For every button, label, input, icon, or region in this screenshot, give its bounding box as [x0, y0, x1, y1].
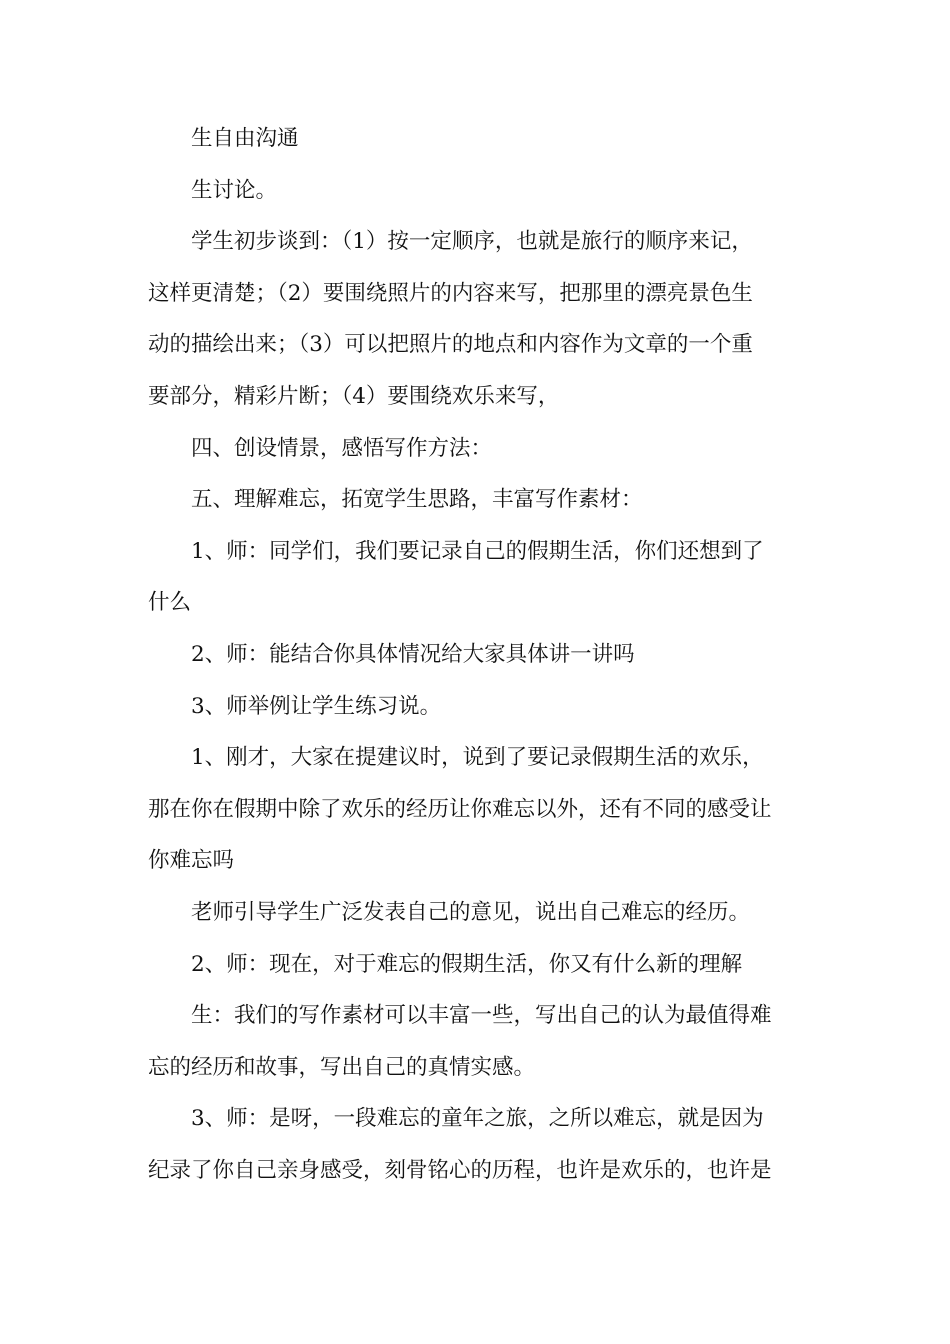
text-line: 1、师：同学们，我们要记录自己的假期生活，你们还想到了 [191, 538, 764, 564]
paragraph [148, 113, 800, 165]
paragraph [148, 423, 800, 475]
text-line: 2、师：能结合你具体情况给大家具体讲一讲吗 [191, 641, 635, 667]
text-line: 五、理解难忘，拓宽学生思路，丰富写作素材： [191, 487, 643, 513]
text-line: 学生初步谈到：（1）按一定顺序，也就是旅行的顺序来记， [191, 229, 753, 255]
paragraph [148, 1093, 800, 1196]
paragraph [148, 629, 800, 681]
paragraph [148, 990, 800, 1093]
document-body [148, 113, 800, 1196]
text-line: 生自由沟通 [191, 126, 299, 151]
text-line: 纪录了你自己亲身感受，刻骨铭心的历程，也许是欢乐的，也许是 [148, 1157, 772, 1183]
text-line: 四、创设情景，感悟写作方法： [191, 435, 493, 461]
text-line: 1、刚才，大家在提建议时，说到了要记录假期生活的欢乐， [191, 745, 764, 771]
paragraph [148, 526, 800, 629]
text-line: 2、师：现在，对于难忘的假期生活，你又有什么新的理解 [191, 951, 743, 977]
paragraph [148, 474, 800, 526]
text-line: 3、师：是呀，一段难忘的童年之旅，之所以难忘，就是因为 [191, 1106, 764, 1132]
paragraph [148, 887, 800, 939]
text-line: 老师引导学生广泛发表自己的意见，说出自己难忘的经历。 [191, 899, 751, 925]
paragraph [148, 732, 800, 887]
text-line: 动的描绘出来；（3）可以把照片的地点和内容作为文章的一个重 [148, 332, 753, 358]
text-line: 要部分，精彩片断；（4）要围绕欢乐来写， [148, 383, 560, 409]
text-line: 忘的经历和故事，写出自己的真情实感。 [148, 1054, 536, 1080]
paragraph [148, 681, 800, 733]
paragraph [148, 165, 800, 217]
text-line: 这样更清楚；（2）要围绕照片的内容来写，把那里的漂亮景色生 [148, 280, 753, 306]
text-line: 生讨论。 [191, 177, 278, 203]
text-line: 你难忘吗 [148, 848, 235, 874]
text-line: 什么 [148, 590, 192, 616]
paragraph [148, 216, 800, 422]
text-line: 那在你在假期中除了欢乐的经历让你难忘以外，还有不同的感受让 [148, 796, 772, 822]
text-line: 生：我们的写作素材可以丰富一些，写出自己的认为最值得难 [191, 1003, 772, 1029]
text-line: 3、师举例让学生练习说。 [191, 693, 442, 719]
paragraph [148, 939, 800, 991]
